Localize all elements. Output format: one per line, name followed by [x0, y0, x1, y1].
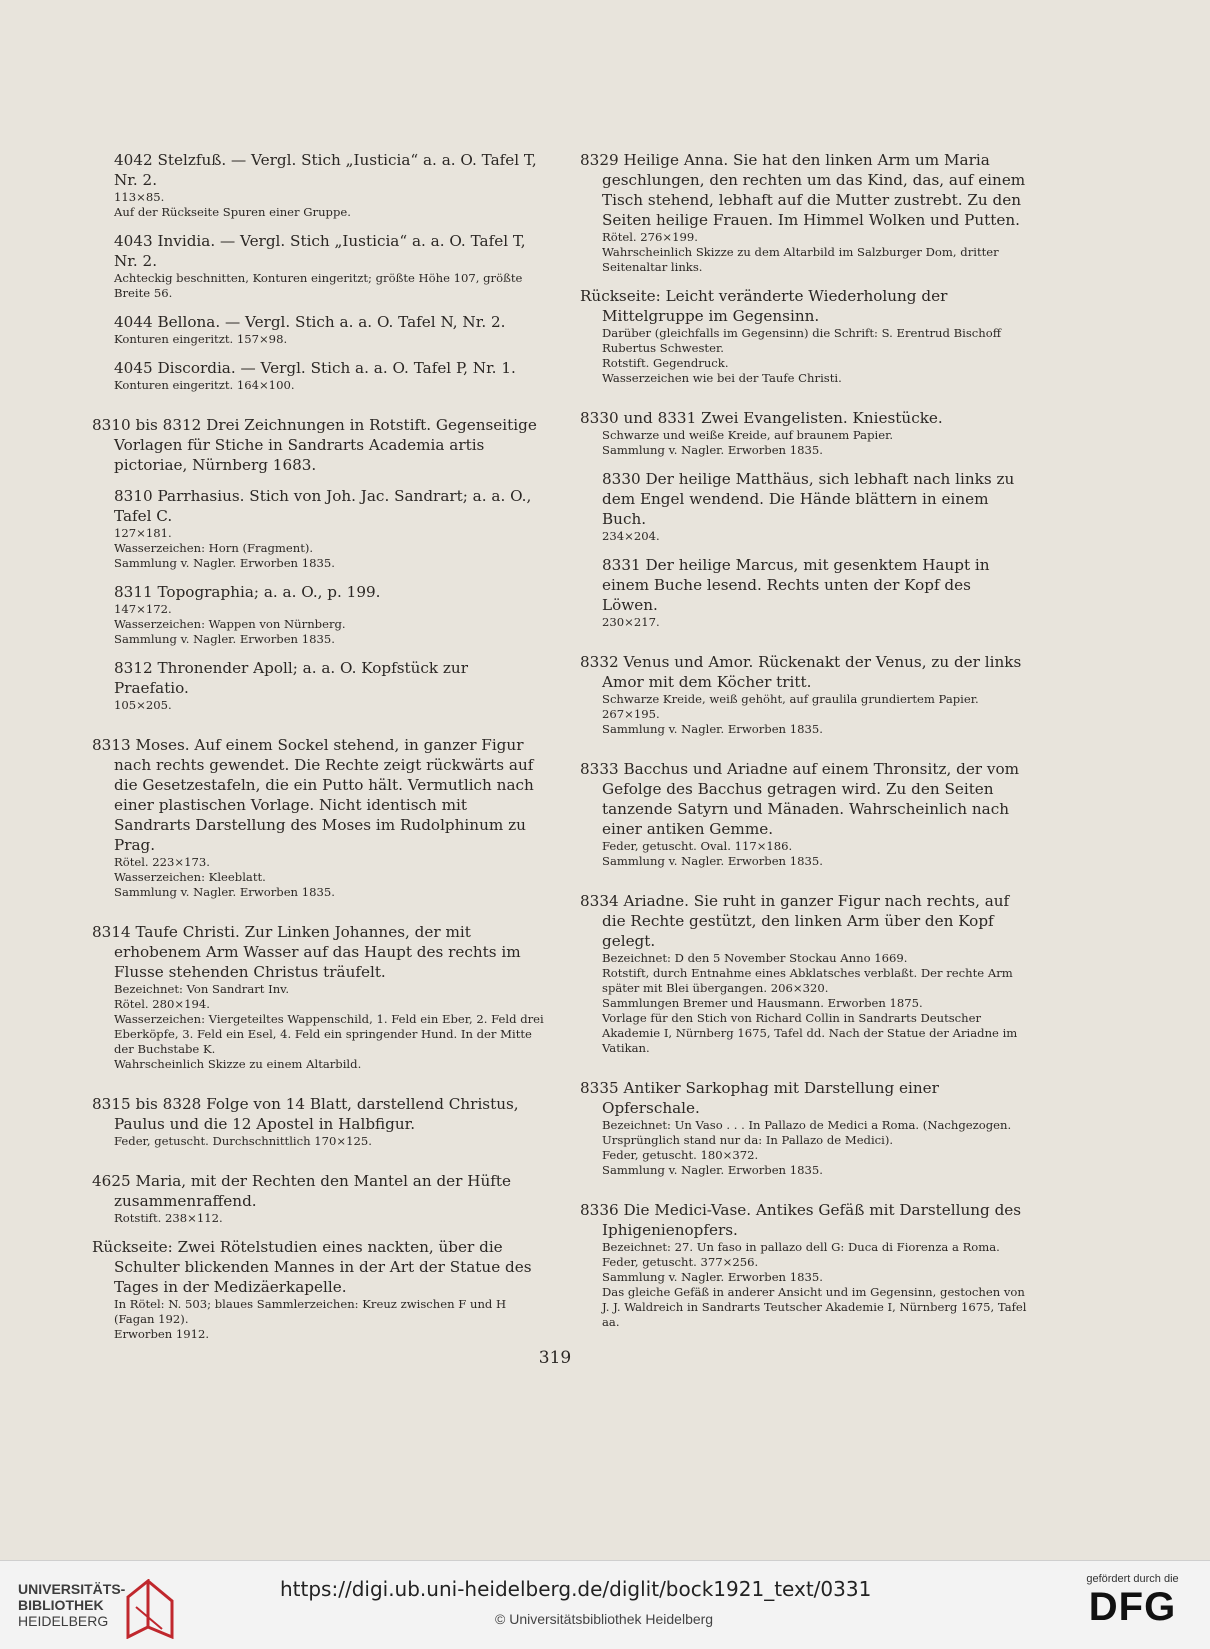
catalog-entry — [92, 735, 547, 900]
entry-heading: 8311 Topographia; a. a. O., p. 199. — [114, 583, 381, 601]
entry-heading: 8333 Bacchus und Ariadne auf einem Thronsitz, der vom Gefolge des Bacchus getragen wird. Zu den Seiten tanzende Satyrn und Mänaden. Wahrscheinlich nach einer antiken Gemme. — [580, 760, 1020, 838]
entry-heading: 8331 Der heilige Marcus, mit gesenktem Haupt in einem Buche lesend. Rechts unten der Kopf des Löwen. — [602, 556, 990, 614]
entry-heading: 8315 bis 8328 Folge von 14 Blatt, darstellend Christus, Paulus und die 12 Apostel in Halbfigur. — [92, 1095, 519, 1133]
entry-heading: 8312 Thronender Apoll; a. a. O. Kopfstück zur Praefatio. — [114, 659, 468, 697]
catalog-entry — [92, 1171, 547, 1226]
catalog-entry — [92, 415, 547, 475]
entry-note: Wasserzeichen wie bei der Taufe Christi. — [602, 371, 842, 385]
entry-note: Feder, getuscht. Durchschnittlich 170×125. — [114, 1134, 372, 1148]
entry-note: Darüber (gleichfalls im Gegensinn) die Schrift: S. Erentrud Bischoff Rubertus Schwester. — [602, 326, 1001, 355]
entry-note: 230×217. — [602, 615, 660, 629]
entry-note: Feder, getuscht. 180×372. — [602, 1148, 759, 1162]
entry-note: Feder, getuscht. Oval. 117×186. — [602, 839, 793, 853]
entry-heading: Rückseite: Zwei Rötelstudien eines nackten, über die Schulter blickenden Mannes in der Art der Statue des Tages in der Medizäerkapelle. — [92, 1238, 532, 1296]
entry-note: Rotstift, durch Entnahme eines Abklatsches verblaßt. Der rechte Arm später mit Blei übergangen. 206×320. — [602, 966, 1013, 995]
catalog-entry — [92, 150, 547, 220]
entry-note: Bezeichnet: 27. Un faso in pallazo dell G: Duca di Fiorenza a Roma. — [602, 1240, 1000, 1254]
entry-note: Wasserzeichen: Viergeteiltes Wappenschild, 1. Feld ein Eber, 2. Feld drei Eberköpfe, 3. Feld ein Esel, 4. Feld ein springender Hund. In der Mitte der Buchstabe K. — [114, 1012, 544, 1056]
entry-note: Rotstift. 238×112. — [114, 1211, 223, 1225]
entry-note: Bezeichnet: Von Sandrart Inv. — [114, 982, 290, 996]
entry-note: Rötel. 280×194. — [114, 997, 210, 1011]
entry-note: Sammlung v. Nagler. Erworben 1835. — [602, 854, 823, 868]
entry-note: Wahrscheinlich Skizze zu einem Altarbild. — [114, 1057, 362, 1071]
library-name-line-3: HEIDELBERG — [18, 1613, 109, 1629]
page-number: 319 — [538, 1348, 572, 1368]
entry-note: 267×195. — [602, 707, 660, 721]
entry-note: Bezeichnet: Un Vaso . . . In Pallazo de Medici a Roma. (Nachgezogen. Ursprünglich stand nur da: In Pallazo de Medici). — [602, 1118, 1012, 1147]
entry-note: Sammlung v. Nagler. Erworben 1835. — [602, 443, 823, 457]
entry-note: Achteckig beschnitten, Konturen eingeritzt; größte Höhe 107, größte Breite 56. — [114, 271, 523, 300]
entry-heading: 4042 Stelzfuß. — Vergl. Stich „Iusticia“ a. a. O. Tafel T, Nr. 2. — [114, 151, 537, 189]
catalog-entry — [92, 1094, 547, 1149]
footer-bar — [0, 1560, 1210, 1649]
catalog-entry — [580, 759, 1027, 869]
catalog-entry — [92, 922, 547, 1072]
entry-heading: 8336 Die Medici-Vase. Antikes Gefäß mit Darstellung des Iphigenienopfers. — [580, 1201, 1022, 1239]
entry-heading: Rückseite: Leicht veränderte Wiederholung der Mittelgruppe im Gegensinn. — [580, 287, 948, 325]
catalog-entry — [92, 658, 547, 713]
catalog-entry — [580, 891, 1027, 1056]
entry-note: Konturen eingeritzt. 164×100. — [114, 378, 295, 392]
entry-note: 105×205. — [114, 698, 172, 712]
entry-note: 234×204. — [602, 529, 660, 543]
entry-note: 127×181. — [114, 526, 172, 540]
catalog-entry — [92, 231, 547, 301]
entry-note: Sammlung v. Nagler. Erworben 1835. — [602, 1270, 823, 1284]
catalog-entry — [580, 652, 1027, 737]
catalog-entry — [92, 358, 547, 393]
entry-note: Auf der Rückseite Spuren einer Gruppe. — [114, 205, 351, 219]
library-name-line-1: UNIVERSITÄTS- — [18, 1581, 126, 1597]
entry-note: Schwarze und weiße Kreide, auf braunem Papier. — [602, 428, 894, 442]
document-url-link[interactable]: https://digi.ub.uni-heidelberg.de/diglit/bock1921_text/0331 — [280, 1577, 872, 1601]
catalog-entry — [580, 555, 1027, 630]
entry-heading: 8330 Der heilige Matthäus, sich lebhaft nach links zu dem Engel wendend. Die Hände blättern in einem Buch. — [602, 470, 1015, 528]
right-column — [580, 150, 1027, 1341]
university-library-logo[interactable] — [18, 1581, 188, 1631]
catalog-entry — [580, 1078, 1027, 1178]
entry-note: Erworben 1912. — [114, 1327, 210, 1341]
entry-heading: 8313 Moses. Auf einem Sockel stehend, in ganzer Figur nach rechts gewendet. Die Rechte zeigt rückwärts auf die Gesetzestafeln, die ein Putto hält. Vermutlich nach einer plastischen Vorlage. Nicht identisch mit Sandrarts Darstellung des Moses im Rudolphinum zu Prag. — [92, 736, 534, 854]
entry-note: Das gleiche Gefäß in anderer Ansicht und im Gegensinn, gestochen von J. J. Waldreich in Sandrarts Teutscher Akademie I, Nürnberg 1675, Tafel aa. — [602, 1285, 1027, 1329]
dfg-logo-text: DFG — [1088, 1585, 1177, 1629]
entry-note: Konturen eingeritzt. 157×98. — [114, 332, 288, 346]
catalog-entry — [92, 582, 547, 647]
catalog-entry — [580, 469, 1027, 544]
entry-heading: 4044 Bellona. — Vergl. Stich a. a. O. Tafel N, Nr. 2. — [114, 313, 506, 331]
entry-note: Rötel. 223×173. — [114, 855, 210, 869]
catalog-entry — [580, 150, 1027, 275]
entry-heading: 4045 Discordia. — Vergl. Stich a. a. O. Tafel P, Nr. 1. — [114, 359, 516, 377]
entry-note: Feder, getuscht. 377×256. — [602, 1255, 759, 1269]
entry-heading: 4625 Maria, mit der Rechten den Mantel an der Hüfte zusammenraffend. — [92, 1172, 511, 1210]
entry-note: Sammlung v. Nagler. Erworben 1835. — [602, 722, 823, 736]
entry-note: 147×172. — [114, 602, 172, 616]
entry-note: Wahrscheinlich Skizze zu dem Altarbild im Salzburger Dom, dritter Seitenaltar links. — [602, 245, 999, 274]
entry-note: Vorlage für den Stich von Richard Collin in Sandrarts Deutscher Akademie I, Nürnberg 1675, Tafel dd. Nach der Statue der Ariadne im Vatikan. — [602, 1011, 1018, 1055]
catalog-entry — [580, 286, 1027, 386]
entry-note: Schwarze Kreide, weiß gehöht, auf graulila grundiertem Papier. — [602, 692, 979, 706]
copyright-notice: © Universitätsbibliothek Heidelberg — [495, 1611, 714, 1627]
entry-heading: 8335 Antiker Sarkophag mit Darstellung einer Opferschale. — [580, 1079, 939, 1117]
entry-note: Sammlung v. Nagler. Erworben 1835. — [602, 1163, 823, 1177]
entry-note: Wasserzeichen: Horn (Fragment). — [114, 541, 314, 555]
funding-caption: gefördert durch die — [1086, 1573, 1179, 1585]
library-emblem-icon — [122, 1579, 178, 1639]
library-name-line-2: BIBLIOTHEK — [18, 1597, 104, 1613]
entry-heading: 8310 bis 8312 Drei Zeichnungen in Rotstift. Gegenseitige Vorlagen für Stiche in Sandrarts Academia artis pictoriae, Nürnberg 1683. — [92, 416, 537, 474]
entry-note: Sammlungen Bremer und Hausmann. Erworben 1875. — [602, 996, 923, 1010]
catalog-entry — [92, 312, 547, 347]
catalog-entry — [580, 1200, 1027, 1330]
entry-note: Rotstift. Gegendruck. — [602, 356, 729, 370]
catalog-entry — [580, 408, 1027, 458]
entry-note: Sammlung v. Nagler. Erworben 1835. — [114, 632, 335, 646]
entry-heading: 8314 Taufe Christi. Zur Linken Johannes, der mit erhobenem Arm Wasser auf das Haupt des rechts im Flusse stehenden Christus träufelt. — [92, 923, 521, 981]
entry-note: In Rötel: N. 503; blaues Sammlerzeichen: Kreuz zwischen F und H (Fagan 192). — [114, 1297, 507, 1326]
entry-note: Sammlung v. Nagler. Erworben 1835. — [114, 556, 335, 570]
entry-note: Bezeichnet: D den 5 November Stockau Anno 1669. — [602, 951, 908, 965]
entry-heading: 8310 Parrhasius. Stich von Joh. Jac. Sandrart; a. a. O., Tafel C. — [114, 487, 532, 525]
left-column — [92, 150, 547, 1353]
entry-heading: 8332 Venus und Amor. Rückenakt der Venus, zu der links Amor mit dem Köcher tritt. — [580, 653, 1022, 691]
entry-note: Wasserzeichen: Kleeblatt. — [114, 870, 266, 884]
catalog-entry — [92, 1237, 547, 1342]
entry-note: 113×85. — [114, 190, 165, 204]
entry-heading: 4043 Invidia. — Vergl. Stich „Iusticia“ a. a. O. Tafel T, Nr. 2. — [114, 232, 526, 270]
entry-heading: 8330 und 8331 Zwei Evangelisten. Kniestücke. — [580, 409, 943, 427]
entry-note: Wasserzeichen: Wappen von Nürnberg. — [114, 617, 346, 631]
entry-note: Sammlung v. Nagler. Erworben 1835. — [114, 885, 335, 899]
dfg-logo[interactable] — [1070, 1573, 1195, 1629]
entry-heading: 8334 Ariadne. Sie ruht in ganzer Figur nach rechts, auf die Rechte gestützt, den linken Arm über den Kopf gelegt. — [580, 892, 1010, 950]
entry-heading: 8329 Heilige Anna. Sie hat den linken Arm um Maria geschlungen, den rechten um das Kind, das, auf einem Tisch stehend, lebhaft auf die Mutter zustrebt. Zu den Seiten heilige Frauen. Im Himmel Wolken und Putten. — [580, 151, 1026, 229]
catalog-entry — [92, 486, 547, 571]
entry-note: Rötel. 276×199. — [602, 230, 698, 244]
